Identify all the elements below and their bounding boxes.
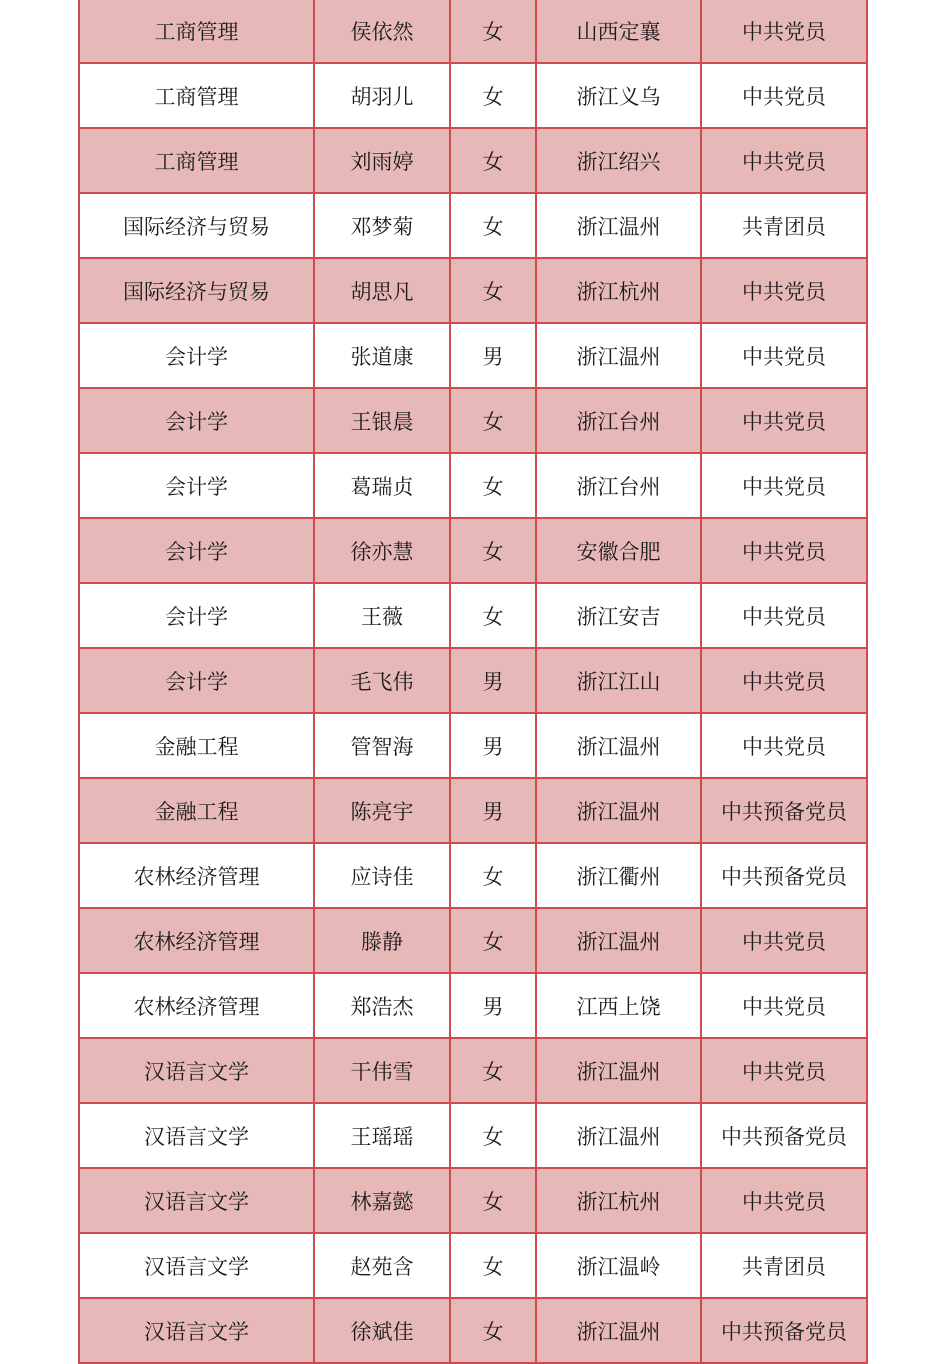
origin-cell: 浙江温州 xyxy=(536,1298,701,1363)
gender-cell: 男 xyxy=(450,713,536,778)
table-row xyxy=(79,583,867,648)
origin-cell: 浙江江山 xyxy=(536,648,701,713)
major-cell: 汉语言文学 xyxy=(79,1103,314,1168)
politics-cell: 中共预备党员 xyxy=(701,1103,867,1168)
politics-cell: 中共预备党员 xyxy=(701,1298,867,1363)
table-row xyxy=(79,843,867,908)
table-row xyxy=(79,453,867,518)
politics-cell: 共青团员 xyxy=(701,1233,867,1298)
origin-cell: 山西定襄 xyxy=(536,0,701,63)
roster-table-body xyxy=(79,0,867,1363)
major-cell: 会计学 xyxy=(79,453,314,518)
politics-cell: 中共党员 xyxy=(701,388,867,453)
origin-cell: 浙江温州 xyxy=(536,908,701,973)
table-row xyxy=(79,1168,867,1233)
origin-cell: 浙江温州 xyxy=(536,1038,701,1103)
major-cell: 国际经济与贸易 xyxy=(79,258,314,323)
origin-cell: 浙江杭州 xyxy=(536,258,701,323)
name-cell: 毛飞伟 xyxy=(314,648,450,713)
origin-cell: 浙江衢州 xyxy=(536,843,701,908)
major-cell: 农林经济管理 xyxy=(79,908,314,973)
gender-cell: 男 xyxy=(450,323,536,388)
name-cell: 管智海 xyxy=(314,713,450,778)
name-cell: 胡思凡 xyxy=(314,258,450,323)
table-row xyxy=(79,323,867,388)
origin-cell: 安徽合肥 xyxy=(536,518,701,583)
name-cell: 张道康 xyxy=(314,323,450,388)
name-cell: 干伟雪 xyxy=(314,1038,450,1103)
politics-cell: 中共党员 xyxy=(701,1038,867,1103)
name-cell: 王薇 xyxy=(314,583,450,648)
origin-cell: 浙江台州 xyxy=(536,453,701,518)
major-cell: 金融工程 xyxy=(79,713,314,778)
gender-cell: 女 xyxy=(450,1103,536,1168)
politics-cell: 中共党员 xyxy=(701,908,867,973)
origin-cell: 江西上饶 xyxy=(536,973,701,1038)
name-cell: 郑浩杰 xyxy=(314,973,450,1038)
gender-cell: 女 xyxy=(450,1038,536,1103)
major-cell: 汉语言文学 xyxy=(79,1038,314,1103)
table-row xyxy=(79,1233,867,1298)
table-row xyxy=(79,518,867,583)
table-row xyxy=(79,128,867,193)
politics-cell: 中共预备党员 xyxy=(701,843,867,908)
major-cell: 汉语言文学 xyxy=(79,1168,314,1233)
politics-cell: 中共党员 xyxy=(701,453,867,518)
major-cell: 汉语言文学 xyxy=(79,1233,314,1298)
name-cell: 赵苑含 xyxy=(314,1233,450,1298)
table-row xyxy=(79,713,867,778)
gender-cell: 女 xyxy=(450,0,536,63)
politics-cell: 中共党员 xyxy=(701,323,867,388)
table-row xyxy=(79,0,867,63)
politics-cell: 中共党员 xyxy=(701,258,867,323)
politics-cell: 中共党员 xyxy=(701,0,867,63)
name-cell: 刘雨婷 xyxy=(314,128,450,193)
gender-cell: 女 xyxy=(450,1298,536,1363)
gender-cell: 女 xyxy=(450,843,536,908)
major-cell: 农林经济管理 xyxy=(79,973,314,1038)
major-cell: 会计学 xyxy=(79,518,314,583)
origin-cell: 浙江安吉 xyxy=(536,583,701,648)
table-row xyxy=(79,778,867,843)
gender-cell: 男 xyxy=(450,648,536,713)
origin-cell: 浙江温州 xyxy=(536,713,701,778)
origin-cell: 浙江绍兴 xyxy=(536,128,701,193)
gender-cell: 女 xyxy=(450,1168,536,1233)
table-row xyxy=(79,258,867,323)
gender-cell: 女 xyxy=(450,258,536,323)
major-cell: 会计学 xyxy=(79,323,314,388)
major-cell: 工商管理 xyxy=(79,0,314,63)
politics-cell: 中共党员 xyxy=(701,128,867,193)
origin-cell: 浙江温州 xyxy=(536,1103,701,1168)
name-cell: 邓梦菊 xyxy=(314,193,450,258)
major-cell: 农林经济管理 xyxy=(79,843,314,908)
major-cell: 会计学 xyxy=(79,388,314,453)
table-row xyxy=(79,973,867,1038)
origin-cell: 浙江义乌 xyxy=(536,63,701,128)
major-cell: 金融工程 xyxy=(79,778,314,843)
name-cell: 林嘉懿 xyxy=(314,1168,450,1233)
politics-cell: 共青团员 xyxy=(701,193,867,258)
major-cell: 国际经济与贸易 xyxy=(79,193,314,258)
gender-cell: 女 xyxy=(450,908,536,973)
table-row xyxy=(79,648,867,713)
origin-cell: 浙江温州 xyxy=(536,193,701,258)
name-cell: 葛瑞贞 xyxy=(314,453,450,518)
gender-cell: 女 xyxy=(450,388,536,453)
major-cell: 会计学 xyxy=(79,583,314,648)
major-cell: 会计学 xyxy=(79,648,314,713)
gender-cell: 女 xyxy=(450,518,536,583)
origin-cell: 浙江温州 xyxy=(536,323,701,388)
name-cell: 徐斌佳 xyxy=(314,1298,450,1363)
table-row xyxy=(79,1298,867,1363)
major-cell: 汉语言文学 xyxy=(79,1298,314,1363)
name-cell: 应诗佳 xyxy=(314,843,450,908)
roster-table-container xyxy=(78,0,866,1364)
origin-cell: 浙江温州 xyxy=(536,778,701,843)
gender-cell: 女 xyxy=(450,453,536,518)
table-row xyxy=(79,388,867,453)
origin-cell: 浙江台州 xyxy=(536,388,701,453)
politics-cell: 中共党员 xyxy=(701,973,867,1038)
politics-cell: 中共党员 xyxy=(701,63,867,128)
table-row xyxy=(79,193,867,258)
name-cell: 滕静 xyxy=(314,908,450,973)
gender-cell: 女 xyxy=(450,583,536,648)
major-cell: 工商管理 xyxy=(79,128,314,193)
gender-cell: 女 xyxy=(450,63,536,128)
gender-cell: 女 xyxy=(450,1233,536,1298)
name-cell: 陈亮宇 xyxy=(314,778,450,843)
name-cell: 王瑶瑶 xyxy=(314,1103,450,1168)
politics-cell: 中共预备党员 xyxy=(701,778,867,843)
gender-cell: 男 xyxy=(450,973,536,1038)
gender-cell: 男 xyxy=(450,778,536,843)
major-cell: 工商管理 xyxy=(79,63,314,128)
table-row xyxy=(79,1038,867,1103)
gender-cell: 女 xyxy=(450,193,536,258)
politics-cell: 中共党员 xyxy=(701,648,867,713)
name-cell: 徐亦慧 xyxy=(314,518,450,583)
table-row xyxy=(79,63,867,128)
politics-cell: 中共党员 xyxy=(701,583,867,648)
politics-cell: 中共党员 xyxy=(701,1168,867,1233)
name-cell: 侯依然 xyxy=(314,0,450,63)
gender-cell: 女 xyxy=(450,128,536,193)
name-cell: 王银晨 xyxy=(314,388,450,453)
table-row xyxy=(79,908,867,973)
name-cell: 胡羽儿 xyxy=(314,63,450,128)
table-row xyxy=(79,1103,867,1168)
origin-cell: 浙江温岭 xyxy=(536,1233,701,1298)
origin-cell: 浙江杭州 xyxy=(536,1168,701,1233)
politics-cell: 中共党员 xyxy=(701,713,867,778)
politics-cell: 中共党员 xyxy=(701,518,867,583)
roster-table xyxy=(78,0,868,1364)
